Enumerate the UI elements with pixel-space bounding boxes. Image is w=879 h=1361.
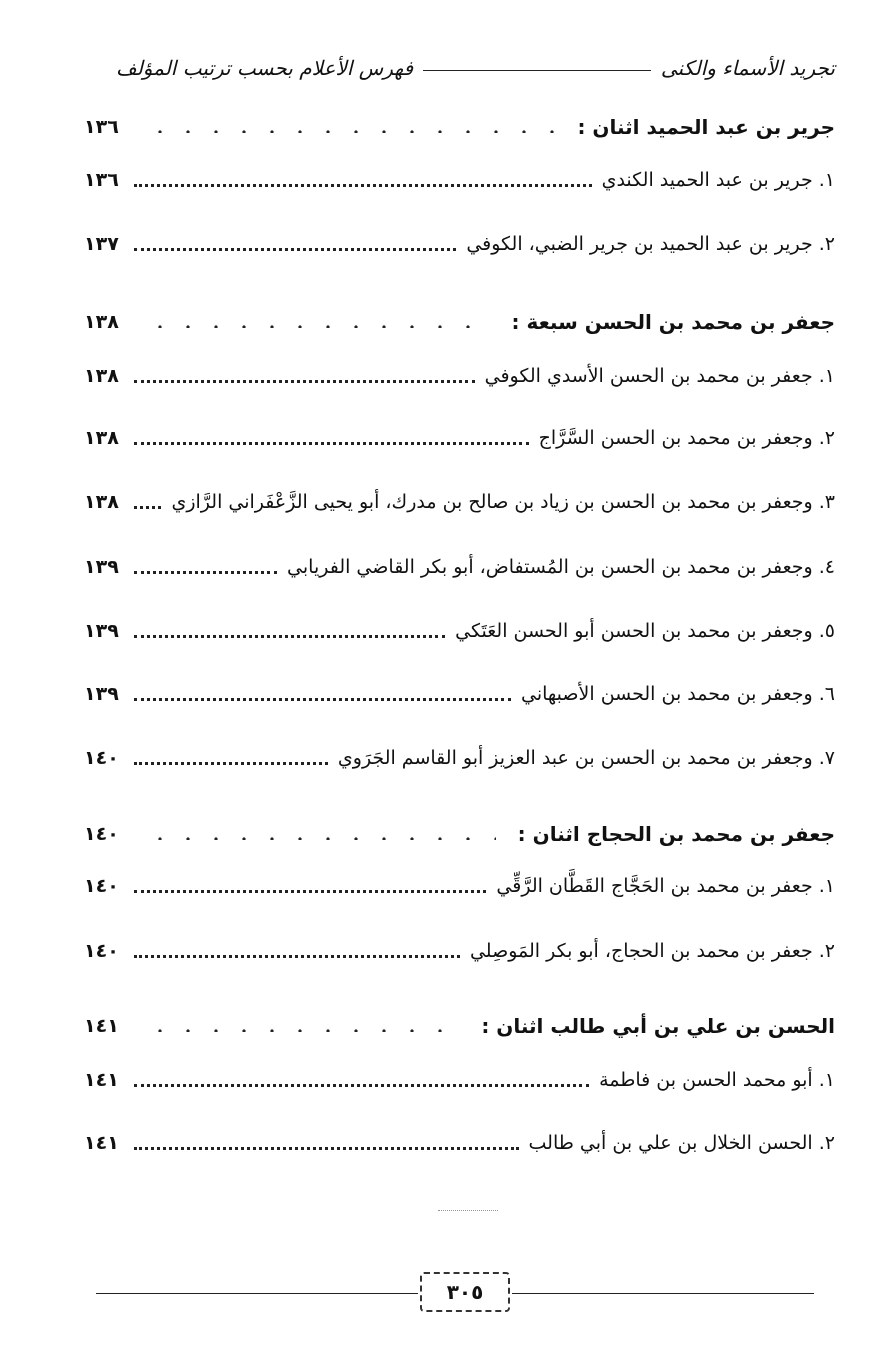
dot-leader: [146, 836, 496, 840]
dot-leader: [134, 955, 460, 958]
entry-label: ٧. وجعفر بن محمد بن الحسن بن عبد العزيز أبو القاسم الجَرَوي: [337, 747, 835, 769]
group-heading: [84, 302, 835, 342]
entry-page: ١٤١: [84, 1132, 119, 1154]
index-entry: [84, 418, 835, 458]
group-heading-label: الحسن بن علي بن أبي طالب اثنان :: [481, 1014, 835, 1038]
group-heading-page: ١٣٨: [84, 311, 119, 333]
entry-label: ١. جعفر بن محمد بن الحَجَّاج القَطَّان الرَّقِّي: [496, 875, 835, 897]
group-heading: [84, 1006, 835, 1046]
index-entry: [84, 611, 835, 651]
entry-page: ١٣٨: [84, 427, 119, 449]
dot-leader: [134, 890, 486, 893]
dot-leader: [134, 248, 456, 251]
group-heading-label: جرير بن عبد الحميد اثنان :: [577, 115, 835, 139]
dot-leader: [134, 1147, 519, 1150]
group-heading-label: جعفر بن محمد بن الحجاج اثنان :: [517, 822, 835, 846]
index-entry: [84, 224, 835, 264]
entry-page: ١٣٨: [84, 491, 119, 513]
entry-page: ١٣٩: [84, 556, 119, 578]
dot-leader: [134, 698, 511, 701]
entry-label: ٢. وجعفر بن محمد بن الحسن السَّرَّاج: [538, 427, 835, 449]
index-entry: [84, 931, 835, 971]
entry-page: ١٣٩: [84, 620, 119, 642]
dot-leader: [134, 380, 475, 383]
dot-leader: [146, 129, 555, 133]
group-heading-label: جعفر بن محمد بن الحسن سبعة :: [511, 310, 835, 334]
group-heading-page: ١٣٦: [84, 116, 119, 138]
index-entry: [84, 674, 835, 714]
entry-label: ٣. وجعفر بن محمد بن الحسن بن زياد بن صالح بن مدرك، أبو يحيى الزَّعْفَراني الرَّازي: [171, 491, 835, 513]
index-entry: [84, 1123, 835, 1163]
index-entry: [84, 356, 835, 396]
entry-label: ١. جرير بن عبد الحميد الكندي: [601, 169, 835, 191]
header-rule: [423, 70, 651, 71]
group-heading: [84, 814, 835, 854]
dot-leader: [134, 184, 592, 187]
index-entry: [84, 547, 835, 587]
entry-label: ٥. وجعفر بن محمد بن الحسن أبو الحسن العَتَكي: [455, 620, 835, 642]
entry-label: ٢. الحسن الخلال بن علي بن أبي طالب: [528, 1132, 835, 1154]
page-number: ٣٠٥: [420, 1272, 510, 1312]
entry-page: ١٤٠: [84, 875, 119, 897]
entry-page: ١٤٠: [84, 747, 119, 769]
footer-rule-right: [512, 1293, 814, 1294]
index-entry: [84, 482, 835, 522]
entry-page: ١٣٧: [84, 233, 119, 255]
group-heading-page: ١٤٠: [84, 823, 119, 845]
entry-label: ٤. وجعفر بن محمد بن الحسن بن المُستفاض، أبو بكر القاضي الفريابي: [287, 556, 835, 578]
entry-page: ١٣٦: [84, 169, 119, 191]
index-entry: [84, 1060, 835, 1100]
entry-label: ٢. جعفر بن محمد بن الحجاج، أبو بكر المَوصِلي: [469, 940, 835, 962]
entry-label: ٦. وجعفر بن محمد بن الحسن الأصبهاني: [521, 683, 835, 705]
dot-leader: [134, 571, 277, 574]
dot-leader: [134, 1084, 589, 1087]
dot-leader: [134, 635, 445, 638]
group-heading: [84, 107, 835, 147]
section-title: فهرس الأعلام بحسب ترتيب المؤلف: [116, 56, 414, 80]
entry-label: ١. جعفر بن محمد بن الحسن الأسدي الكوفي: [484, 365, 835, 387]
entry-page: ١٣٨: [84, 365, 119, 387]
dot-leader: [134, 762, 328, 765]
entry-page: ١٤١: [84, 1069, 119, 1091]
entry-page: ١٣٩: [84, 683, 119, 705]
index-entry: [84, 738, 835, 778]
index-entry: [84, 160, 835, 200]
entry-label: ٢. جرير بن عبد الحميد بن جرير الضبي، الكوفي: [466, 233, 835, 255]
entry-page: ١٤٠: [84, 940, 119, 962]
dot-leader: [146, 324, 490, 328]
footer-rule-left: [96, 1293, 418, 1294]
running-header: [116, 48, 835, 88]
dot-leader: [146, 1028, 459, 1032]
scan-artifact: [438, 1210, 498, 1211]
dot-leader: [134, 442, 529, 445]
book-title: تجريد الأسماء والكنى: [660, 56, 835, 80]
index-entry: [84, 866, 835, 906]
dot-leader: [134, 506, 161, 509]
entry-label: ١. أبو محمد الحسن بن فاطمة: [599, 1069, 835, 1091]
group-heading-page: ١٤١: [84, 1015, 119, 1037]
